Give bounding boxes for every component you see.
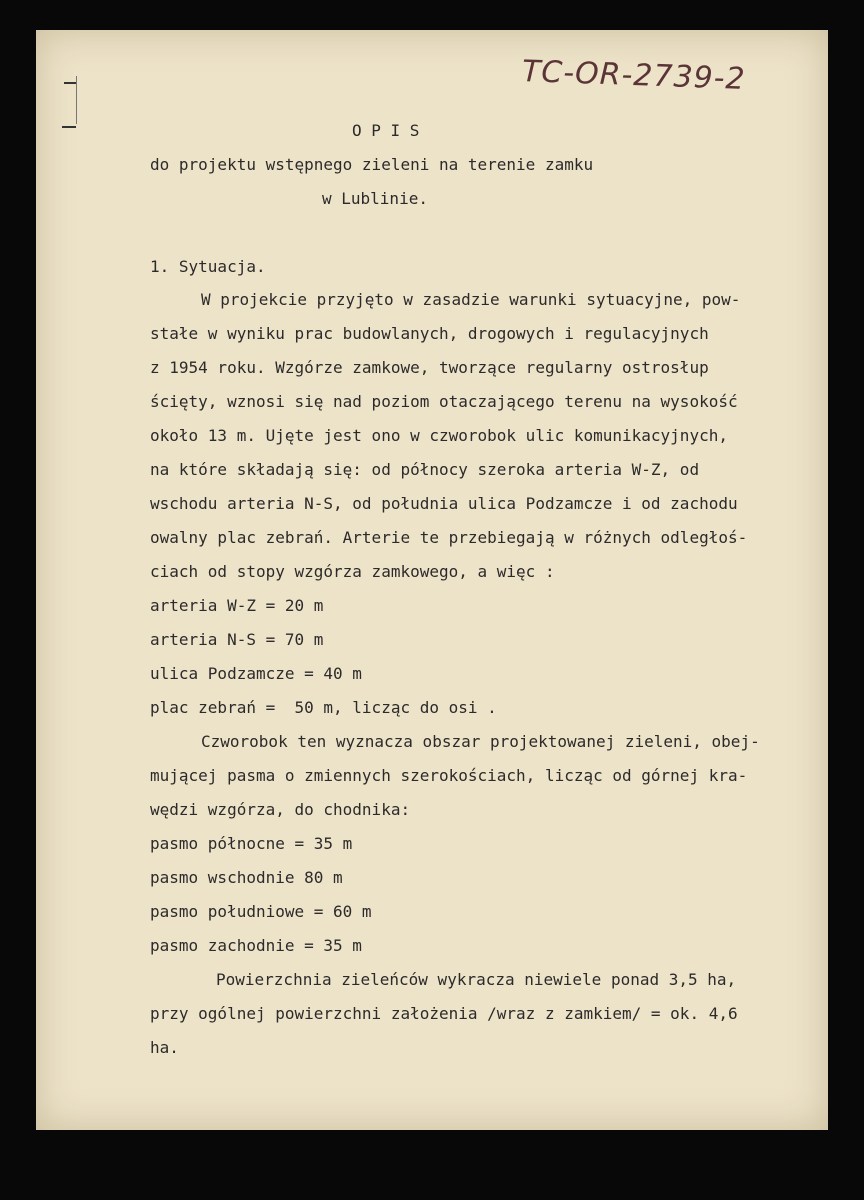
body-line: stałe w wyniku prac budowlanych, drogowych i regulacyjnych	[150, 324, 709, 343]
body-line: na które składają się: od północy szeroka arteria W-Z, od	[150, 460, 700, 479]
body-line: ścięty, wznosi się nad poziom otaczającego terenu na wysokość	[150, 392, 738, 411]
body-line: arteria N-S = 70 m	[150, 630, 324, 649]
binding-mark	[62, 126, 76, 128]
binding-mark	[76, 76, 77, 124]
body-line: około 13 m. Ujęte jest ono w czworobok ulic komunikacyjnych,	[150, 426, 728, 445]
document-subtitle: w Lublinie.	[322, 189, 428, 208]
document-subtitle: do projektu wstępnego zieleni na terenie zamku	[150, 155, 594, 174]
body-line: pasmo południowe = 60 m	[150, 902, 372, 921]
document-title: O P I S	[352, 121, 420, 140]
body-line: Czworobok ten wyznacza obszar projektowanej zieleni, obej-	[201, 732, 760, 751]
binding-mark	[64, 82, 76, 84]
body-line: owalny plac zebrań. Arterie te przebiegają w różnych odległoś-	[150, 528, 748, 547]
section-heading: 1. Sytuacja.	[150, 257, 266, 276]
body-line: Powierzchnia zieleńców wykracza niewiele ponad 3,5 ha,	[216, 970, 737, 989]
body-line: pasmo wschodnie 80 m	[150, 868, 343, 887]
body-line: pasmo zachodnie = 35 m	[150, 936, 362, 955]
body-line: ciach od stopy wzgórza zamkowego, a więc :	[150, 562, 555, 581]
body-line: mującej pasma o zmiennych szerokościach, licząc od górnej kra-	[150, 766, 748, 785]
body-line: W projekcie przyjęto w zasadzie warunki sytuacyjne, pow-	[201, 290, 741, 309]
body-line: arteria W-Z = 20 m	[150, 596, 324, 615]
body-line: wędzi wzgórza, do chodnika:	[150, 800, 411, 819]
body-line: wschodu arteria N-S, od południa ulica Podzamcze i od zachodu	[150, 494, 738, 513]
body-line: ulica Podzamcze = 40 m	[150, 664, 362, 683]
body-line: przy ogólnej powierzchni założenia /wraz z zamkiem/ = ok. 4,6	[150, 1004, 738, 1023]
archive-reference-handwritten: TC-OR-2739-2	[521, 54, 747, 97]
body-line: pasmo północne = 35 m	[150, 834, 353, 853]
body-line: z 1954 roku. Wzgórze zamkowe, tworzące regularny ostrosłup	[150, 358, 709, 377]
body-line: ha.	[150, 1038, 179, 1057]
body-line: plac zebrań = 50 m, licząc do osi .	[150, 698, 497, 717]
